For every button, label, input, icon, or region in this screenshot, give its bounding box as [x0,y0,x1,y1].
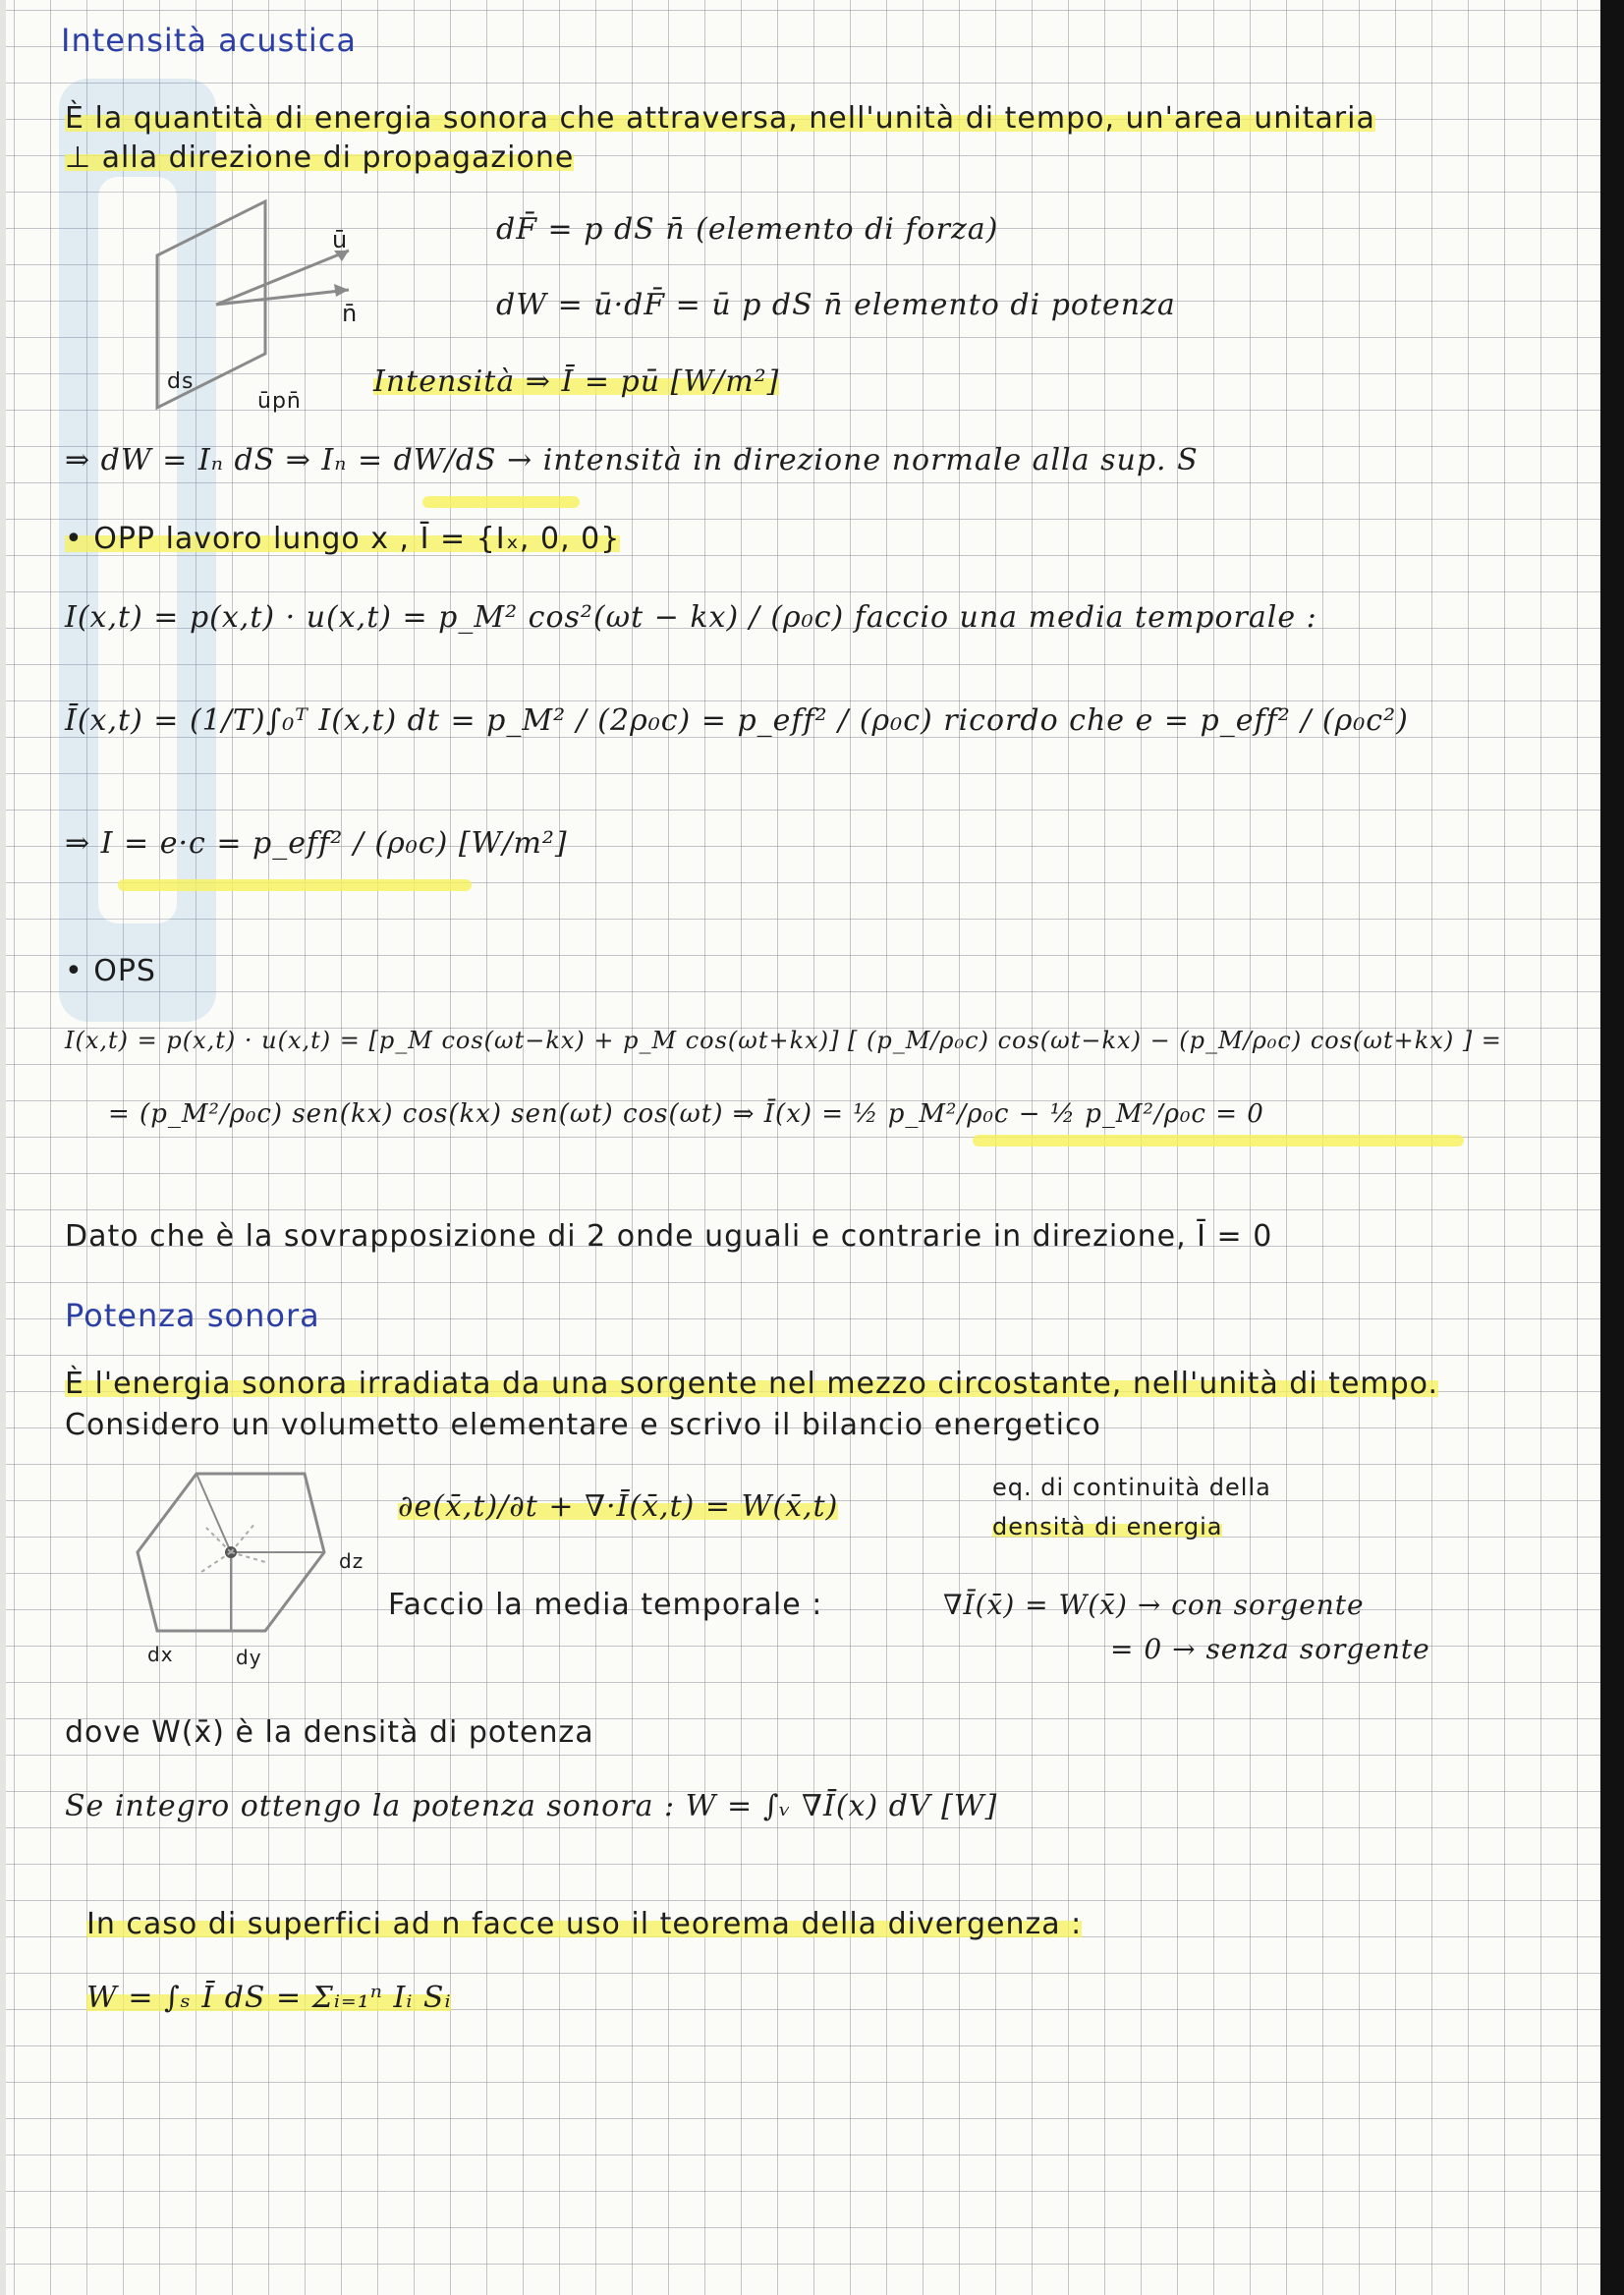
label-dy: dy [236,1646,262,1669]
sound-power-integral: Se integro ottengo la potenza sonora : W = ∫ᵥ ∇Ī(x) dV [W] [65,1789,998,1823]
ops-eq-2: = (p_M²/ρ₀c) sen(kx) cos(kx) sen(ωt) cos(ωt) ⇒ Ī(x) = ½ p_M²/ρ₀c − ½ p_M²/ρ₀c = 0 [108,1099,1264,1129]
label-dx: dx [147,1643,174,1666]
force-element-eq: dF̄ = p dS n̄ (elemento di forza) [496,212,999,247]
continuity-label-2-text: densità di energia [992,1513,1223,1540]
label-dz: dz [339,1549,364,1573]
power-def-2: Considero un volumetto elementare e scrivo il bilancio energetico [65,1408,1101,1442]
time-average-label: Faccio la media temporale : [388,1588,823,1622]
power-def-text-1: È l'energia sonora irradiata da una sorgente nel mezzo circostante, nell'unità di tempo. [65,1367,1439,1401]
power-element-eq: dW = ū·dF̄ = ū p dS n̄ elemento di potenza [496,288,1176,322]
intensity-def-eq [373,364,779,401]
section-title-intensity: Intensità acustica [61,22,357,59]
intensity-ec-eq: ⇒ I = e·c = p_eff² / (ρ₀c) [W/m²] [65,826,568,861]
section-title-power: Potenza sonora [65,1297,320,1334]
definition-text-2: ⊥ alla direzione di propagazione [65,140,575,175]
power-sum-text: W = ∫ₛ Ī dS = Σᵢ₌₁ⁿ Iᵢ Sᵢ [86,1981,452,2015]
divergence-theorem-line [86,1906,1082,1943]
label-u-vector: ū [332,226,349,253]
label-upn: ūpn̄ [257,389,302,414]
normal-intensity-eq: ⇒ dW = Iₙ dS ⇒ Iₙ = dW/dS → intensità in direzione normale alla sup. S [65,443,1199,477]
label-n-vector: n̄ [342,300,359,327]
power-def-1 [65,1366,1438,1403]
continuity-eq [398,1488,838,1526]
without-source-eq: = 0 → senza sorgente [1110,1633,1430,1665]
with-source-eq: ∇Ī(x̄) = W(x̄) → con sorgente [943,1589,1365,1621]
label-ds: ds [167,369,195,394]
time-average-eq: Ī(x,t) = (1/T)∫₀ᵀ I(x,t) dt = p_M² / (2ρ₀c) = p_eff² / (ρ₀c) ricordo che e = p_eff² / (ρ₀c²) [65,703,1409,738]
page-edge-right [1600,0,1624,2295]
continuity-eq-text: ∂e(x̄,t)/∂t + ∇·Ī(x̄,t) = W(x̄,t) [398,1489,839,1524]
definition-line-1 [65,100,1375,138]
ops-heading: • OPS [65,954,156,988]
definition-line-2 [65,140,574,177]
continuity-label-1: eq. di continuità della [992,1474,1271,1501]
page-edge-left [0,0,6,2295]
power-sum-eq [86,1980,451,2017]
ops-eq-1: I(x,t) = p(x,t) · u(x,t) = [p_M cos(ωt−kx) + p_M cos(ωt+kx)] [ (p_M/ρ₀c) cos(ωt−kx) − (p_M/ρ₀c) cos(ωt+kx) ] = [65,1027,1502,1054]
opp-heading [65,521,620,558]
continuity-label-2 [992,1508,1222,1545]
divergence-theorem-text: In caso di superfici ad n facce uso il teorema della divergenza : [86,1907,1083,1941]
intensity-ec-highlight [118,879,472,891]
volume-element-figure [118,1454,344,1651]
intensity-xt-eq: I(x,t) = p(x,t) · u(x,t) = p_M² cos²(ωt − kx) / (ρ₀c) faccio una media temporale : [65,600,1317,635]
opp-heading-text: • OPP lavoro lungo x , Ī = {Iₓ, 0, 0} [65,522,621,556]
ops-result-highlight [973,1135,1464,1147]
intensity-def-text: Intensità ⇒ Ī = pū [W/m²] [373,364,780,399]
ops-conclusion: Dato che è la sovrapposizione di 2 onde uguali e contrarie in direzione, Ī = 0 [65,1219,1273,1254]
definition-text-1: È la quantità di energia sonora che attraversa, nell'unità di tempo, un'area unitaria [65,101,1375,136]
power-density-line: dove W(x̄) è la densità di potenza [65,1715,594,1750]
normal-intensity-highlight [422,496,580,508]
